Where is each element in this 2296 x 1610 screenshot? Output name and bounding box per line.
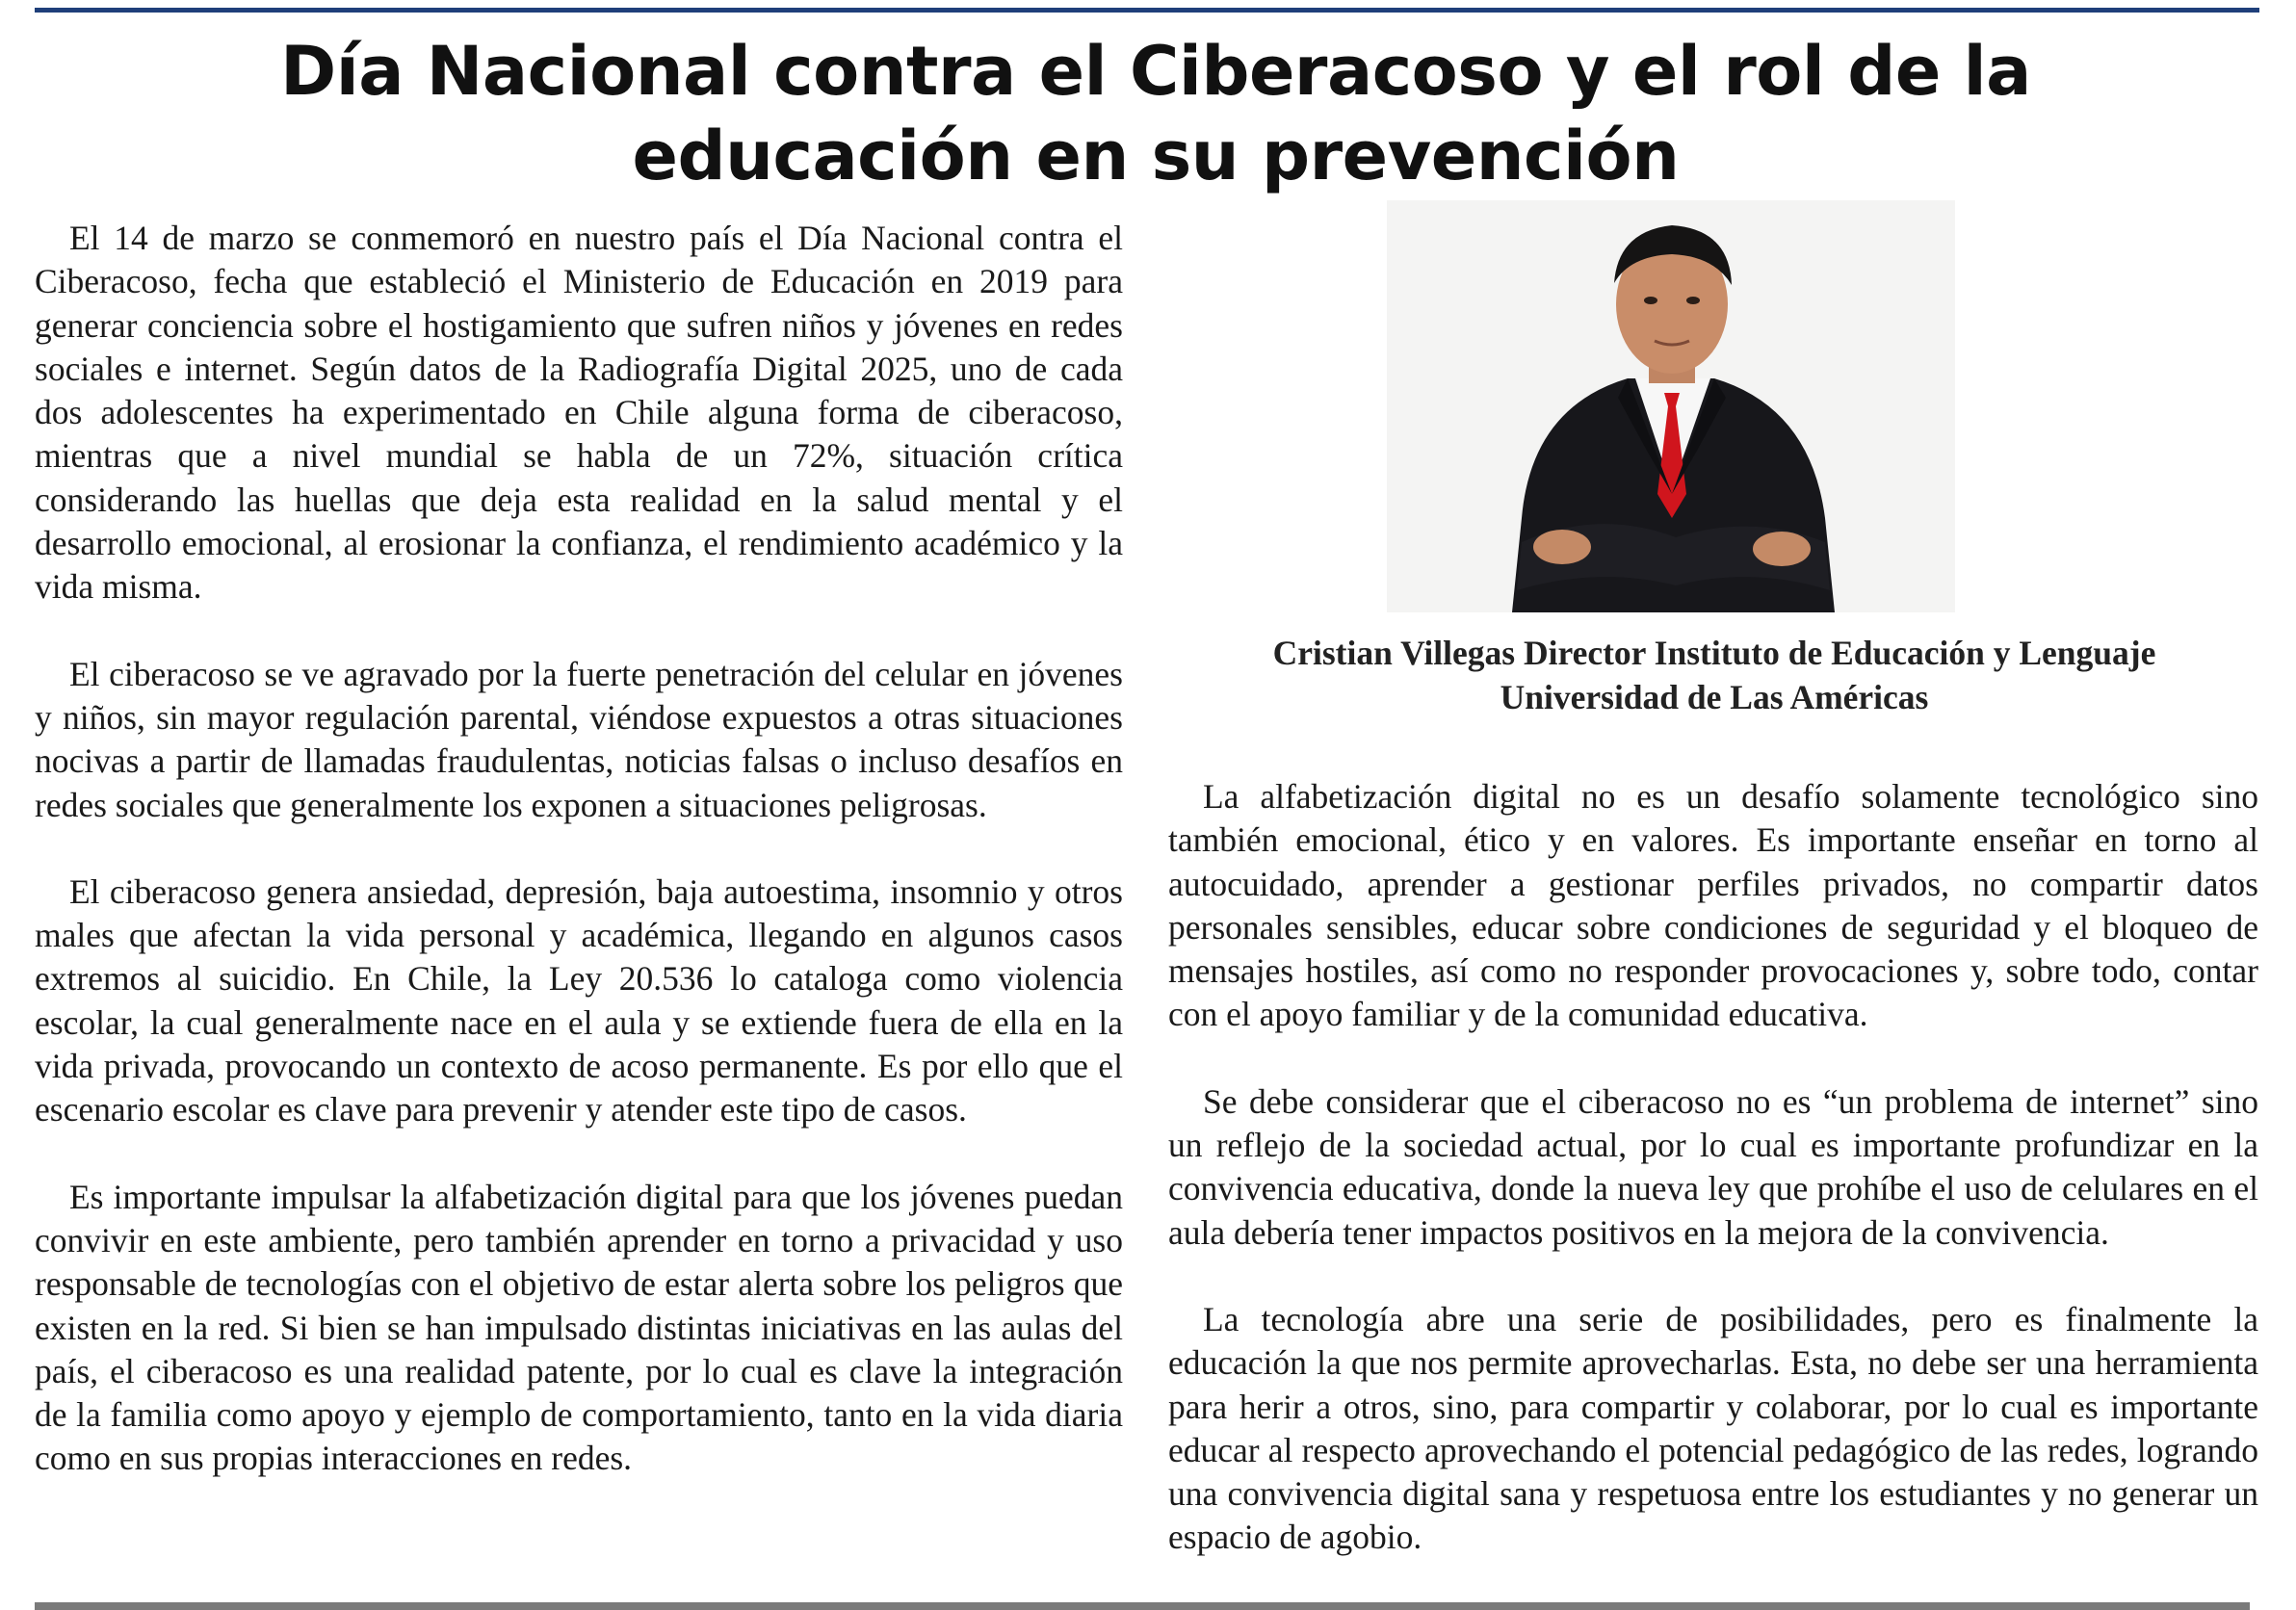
paragraph: Es importante impulsar la alfabetización digital para que los jóvenes puedan convivir en este ambiente, pero también aprender en torno a privacidad y uso responsable de tecnologías con el objetivo de estar alerta sobre los peligros que existen en la red. Si bien se han impulsado distintas iniciativas en las aulas del país, el ciberacoso es una realidad patente, por lo cual es clave la integración de la familia como apoyo y ejemplo de comportamiento, tanto en la vida diaria como en sus propias interacciones en redes. (35, 1177, 1123, 1478)
paragraph: El 14 de marzo se conmemoró en nuestro país el Día Nacional contra el Ciberacoso, fecha que estableció el Ministerio de Educación en 2019 para generar conciencia sobre el hostigamiento que sufren niños y jóvenes en redes sociales e internet. Según datos de la Radiografía Digital 2025, uno de cada dos adolescentes ha experimentado en Chile alguna forma de ciberacoso, mientras que a nivel mundial se habla de un 72%, situación crítica considerando las huellas que deja esta realidad en la salud mental y el desarrollo emocional, al erosionar la confianza, el rendimiento académico y la vida misma. (35, 219, 1123, 607)
footer-rule (35, 1602, 2250, 1610)
article-title: Día Nacional contra el Ciberacoso y el rol de la educación en su prevención (280, 32, 2031, 195)
article-column-right (1168, 775, 2258, 1603)
article-column-left (35, 217, 1123, 1524)
photo-caption: Cristian Villegas Director Instituto de Educación y Lenguaje Universidad de Las Américas (1272, 634, 2156, 716)
paragraph: Se debe considerar que el ciberacoso no es “un problema de internet” sino un reflejo de la sociedad actual, por lo cual es importante profundizar en la convivencia educativa, donde la nueva ley que prohíbe el uso de celulares en el aula debería tener impactos positivos en la mejora de la convivencia. (1168, 1081, 2258, 1252)
paragraph: La tecnología abre una serie de posibilidades, pero es finalmente la educación la que nos permite aprovecharlas. Esta, no debe ser una herramienta para herir a otros, sino, para compartir y colaborar, por lo cual es importante educar al respecto aprovechando el potencial pedagógico de las redes, logrando una convivencia digital sana y respetuosa entre los estudiantes y no generar un espacio de agobio. (1168, 1299, 2258, 1557)
paragraph: El ciberacoso genera ansiedad, depresión, baja autoestima, insomnio y otros males que afectan la vida personal y académica, llegando en algunos casos extremos al suicidio. En Chile, la Ley 20.536 lo cataloga como violencia escolar, la cual generalmente nace en el aula y se extiende fuera de ella en la vida privada, provocando un contexto de acoso permanente. Es por ello que el escenario escolar es clave para prevenir y atender este tipo de casos. (35, 871, 1123, 1130)
header-rule (35, 8, 2259, 13)
author-portrait-illustration (1387, 200, 1955, 612)
paragraph: La alfabetización digital no es un desafío solamente tecnológico sino también emocional, ético y en valores. Es importante enseñar en torno al autocuidado, aprender a gestionar perfiles privados, no compartir datos personales sensibles, educar sobre condiciones de seguridad y el bloqueo de mensajes hostiles, así como no responder provocaciones y, sobre todo, contar con el apoyo familiar y de la comunidad educativa. (1168, 777, 2258, 1034)
paragraph: El ciberacoso se ve agravado por la fuerte penetración del celular en jóvenes y niños, sin mayor regulación parental, viéndose expuestos a otras situaciones nocivas a partir de llamadas fraudulentas, noticias falsas o incluso desafíos en redes sociales que generalmente los exponen a situaciones peligrosas. (35, 654, 1123, 824)
author-photo (1387, 200, 1955, 612)
